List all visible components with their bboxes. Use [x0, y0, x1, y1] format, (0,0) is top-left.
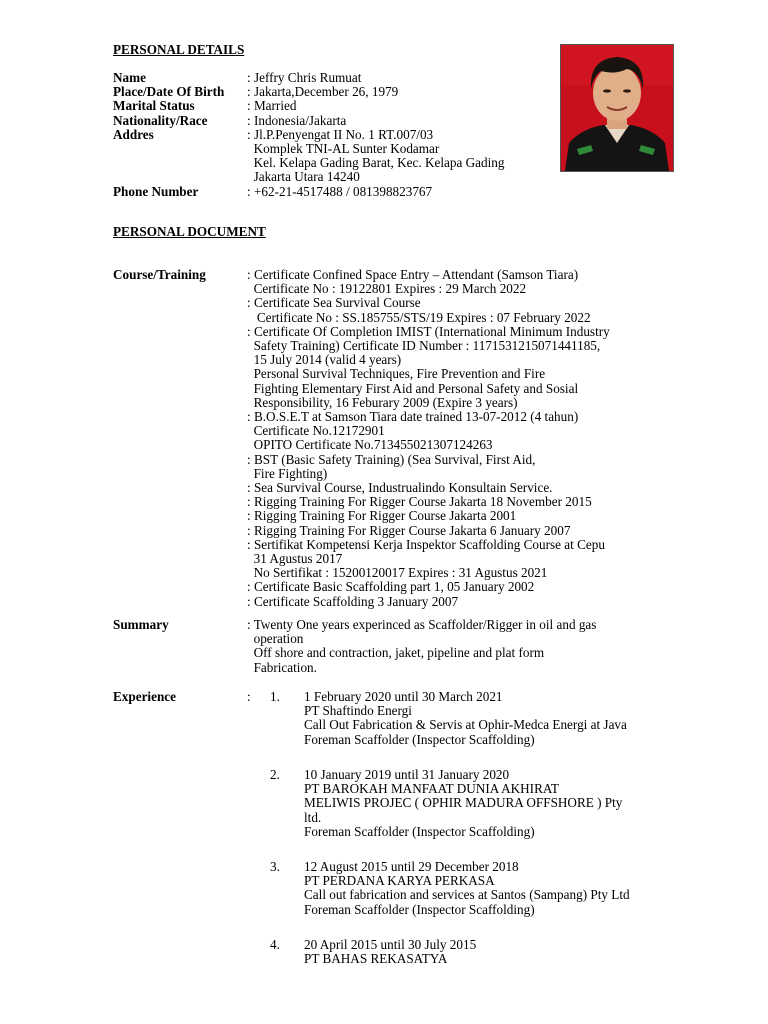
- field-label: Place/Date Of Birth: [113, 84, 225, 100]
- experience-line: PT PERDANA KARYA PERKASA: [304, 873, 495, 889]
- course-line: OPITO Certificate No.713455021307124263: [247, 437, 493, 453]
- summary-line: Fabrication.: [247, 659, 317, 675]
- course-line: Safety Training) Certificate ID Number : 1171531215071441185,: [247, 338, 601, 353]
- experience-number: 2.: [270, 767, 280, 782]
- field-value: Komplek TNI-AL Sunter Kodamar: [247, 141, 440, 156]
- course-line: : Certificate Sea Survival Course: [247, 295, 421, 311]
- summary-label: Summary: [113, 617, 169, 632]
- field-value: : Jeffry Chris Rumuat: [247, 70, 362, 85]
- course-line: : Sea Survival Course, Industrualindo Konsultain Service.: [247, 480, 553, 495]
- summary-line: Off shore and contraction, jaket, pipeline and plat form: [247, 645, 545, 661]
- experience-line: 12 August 2015 until 29 December 2018: [304, 859, 519, 874]
- experience-line: Foreman Scaffolder (Inspector Scaffolding): [304, 901, 535, 917]
- field-label: Nationality/Race: [113, 112, 208, 128]
- experience-number: 3.: [270, 859, 280, 874]
- course-line: : Rigging Training For Rigger Course Jakarta 6 January 2007: [247, 522, 571, 538]
- experience-line: 10 January 2019 until 31 January 2020: [304, 767, 510, 782]
- field-value: : Jl.P.Penyengat II No. 1 RT.007/03: [247, 126, 434, 142]
- course-line: Responsibility, 16 Feburary 2009 (Expire 3 years): [247, 394, 518, 410]
- course-line: No Sertifikat : 15200120017 Expires : 31 Agustus 2021: [247, 565, 548, 581]
- experience-label: Experience: [113, 689, 176, 704]
- field-label: Marital Status: [113, 98, 195, 114]
- experience-line: PT BAROKAH MANFAAT DUNIA AKHIRAT: [304, 781, 559, 797]
- field-value: : Jakarta,December 26, 1979: [247, 84, 399, 100]
- personal-document-heading: PERSONAL DOCUMENT: [113, 224, 266, 239]
- course-line: Personal Survival Techniques, Fire Prevention and Fire: [247, 366, 546, 382]
- experience-line: MELIWIS PROJEC ( OPHIR MADURA OFFSHORE ) Pty: [304, 795, 623, 811]
- field-value: : Married: [247, 98, 297, 114]
- course-line: : Rigging Training For Rigger Course Jakarta 18 November 2015: [247, 494, 592, 510]
- field-value: Jakarta Utara 14240: [247, 169, 360, 185]
- course-line: : Sertifikat Kompetensi Kerja Inspektor Scaffolding Course at Cepu: [247, 536, 605, 552]
- course-training-label: Course/Training: [113, 267, 206, 282]
- experience-line: Call out fabrication and services at Santos (Sampang) Pty Ltd: [304, 887, 630, 903]
- course-line: Certificate No : 19122801 Expires : 29 March 2022: [247, 281, 527, 297]
- course-line: 15 July 2014 (valid 4 years): [247, 352, 402, 368]
- course-line: : BST (Basic Safety Training) (Sea Survival, First Aid,: [247, 451, 536, 467]
- experience-line: 20 April 2015 until 30 July 2015: [304, 937, 477, 952]
- field-label: Phone Number: [113, 183, 199, 199]
- course-line: Fire Fighting): [247, 465, 328, 481]
- profile-photo: [560, 44, 674, 172]
- field-label: Addres: [113, 126, 154, 142]
- experience-number: 4.: [270, 937, 280, 952]
- personal-details-heading: PERSONAL DETAILS: [113, 42, 245, 57]
- experience-line: 1 February 2020 until 30 March 2021: [304, 689, 503, 704]
- course-line: : Rigging Training For Rigger Course Jakarta 2001: [247, 508, 517, 524]
- experience-number: 1.: [270, 689, 280, 704]
- experience-line: Foreman Scaffolder (Inspector Scaffolding): [304, 731, 535, 747]
- course-line: : Certificate Scaffolding 3 January 2007: [247, 593, 459, 609]
- field-value: : Indonesia/Jakarta: [247, 112, 347, 128]
- experience-line: PT BAHAS REKASATYA: [304, 951, 448, 967]
- field-value: Kel. Kelapa Gading Barat, Kec. Kelapa Gading: [247, 155, 505, 171]
- experience-line: Foreman Scaffolder (Inspector Scaffolding): [304, 823, 535, 839]
- course-line: : Certificate Confined Space Entry – Attendant (Samson Tiara): [247, 267, 579, 282]
- experience-colon: :: [247, 689, 251, 704]
- field-value: : +62-21-4517488 / 081398823767: [247, 183, 433, 199]
- portrait-image: [561, 45, 673, 171]
- course-line: Fighting Elementary First Aid and Personal Safety and Sosial: [247, 380, 579, 396]
- course-line: : Certificate Of Completion IMIST (International Minimum Industry: [247, 323, 610, 339]
- course-line: Certificate No : SS.185755/STS/19 Expires : 07 February 2022: [247, 309, 591, 325]
- experience-line: ltd.: [304, 809, 322, 825]
- field-label: Name: [113, 70, 146, 85]
- summary-line: operation: [247, 631, 304, 647]
- experience-line: Call Out Fabrication & Servis at Ophir-Medca Energi at Java: [304, 717, 627, 733]
- course-line: : Certificate Basic Scaffolding part 1, 05 January 2002: [247, 579, 535, 595]
- course-line: Certificate No.12172901: [247, 423, 385, 439]
- experience-line: PT Shaftindo Energi: [304, 703, 412, 719]
- summary-line: : Twenty One years experinced as Scaffolder/Rigger in oil and gas: [247, 617, 597, 632]
- course-line: : B.O.S.E.T at Samson Tiara date trained 13-07-2012 (4 tahun): [247, 409, 579, 424]
- course-line: 31 Agustus 2017: [247, 551, 343, 566]
